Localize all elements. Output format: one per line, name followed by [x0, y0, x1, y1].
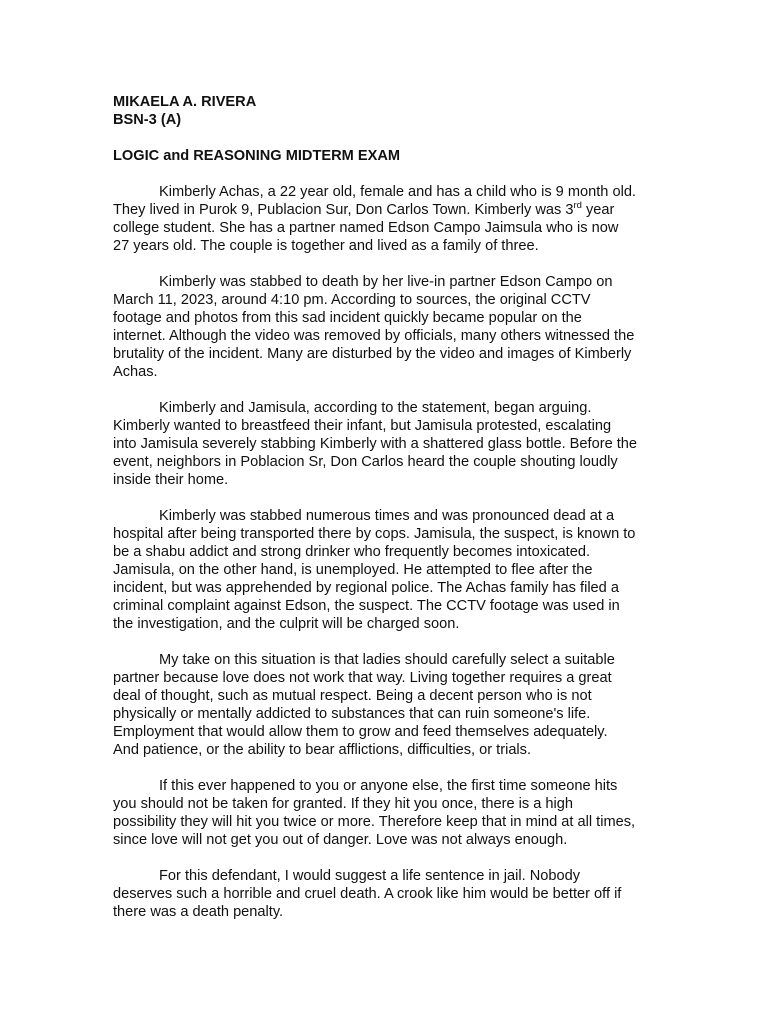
line-text: For this defendant, I would suggest a life sentence in jail. Nobody — [159, 868, 581, 884]
line-text: partner because love does not work that way. Living together requires a great — [113, 670, 612, 686]
line-text: possibility they will hit you twice or more. Therefore keep that in mind at all times, — [113, 814, 636, 830]
line-text: March 11, 2023, around 4:10 pm. According to sources, the original CCTV — [113, 292, 591, 308]
ordinal-superscript: rd — [573, 200, 582, 211]
paragraph-line — [113, 507, 661, 525]
line-text: physically or mentally addicted to substances that can ruin someone's life. — [113, 706, 591, 722]
student-section: BSN-3 (A) — [113, 112, 182, 128]
paragraph-line — [113, 795, 661, 813]
paragraph-line — [113, 669, 661, 687]
paragraph-line — [113, 471, 661, 489]
paragraph-line — [113, 291, 661, 309]
line-text: since love will not get you out of danger. Love was not always enough. — [113, 832, 568, 848]
line-text: inside their home. — [113, 472, 229, 488]
paragraph-line — [113, 813, 661, 831]
paragraph-line — [113, 273, 661, 291]
line-text: Kimberly Achas, a 22 year old, female and has a child who is 9 month old. — [159, 184, 636, 200]
paragraph-line — [113, 183, 661, 201]
paragraph-line — [113, 561, 661, 579]
paragraph-line — [113, 705, 661, 723]
line-text: incident, but was apprehended by regional police. The Achas family has filed a — [113, 580, 619, 596]
line-text: My take on this situation is that ladies should carefully select a suitable — [159, 652, 615, 668]
document-body — [113, 93, 661, 921]
line-text: Kimberly and Jamisula, according to the statement, began arguing. — [159, 400, 592, 416]
paragraph-line — [113, 543, 661, 561]
line-text: criminal complaint against Edson, the suspect. The CCTV footage was used in — [113, 598, 620, 614]
line-text: into Jamisula severely stabbing Kimberly with a shattered glass bottle. Before the — [113, 436, 638, 452]
line-text: deal of thought, such as mutual respect. Being a decent person who is not — [113, 688, 592, 704]
paragraph-line — [113, 867, 661, 885]
paragraph-line — [113, 201, 661, 219]
paragraph-line — [113, 453, 661, 471]
line-text: 27 years old. The couple is together and lived as a family of three. — [113, 238, 539, 254]
line-text: you should not be taken for granted. If they hit you once, there is a high — [113, 796, 574, 812]
paragraph-line — [113, 525, 661, 543]
line-text: Employment that would allow them to grow and feed themselves adequately. — [113, 724, 608, 740]
line-text: be a shabu addict and strong drinker who frequently becomes intoxicated. — [113, 544, 591, 560]
line-text: They lived in Purok 9, Publacion Sur, Don Carlos Town. Kimberly was 3 — [113, 202, 574, 218]
line-text: footage and photos from this sad incident quickly became popular on the — [113, 310, 582, 326]
paragraph-line — [113, 723, 661, 741]
paragraph-line — [113, 903, 661, 921]
paragraph-line — [113, 237, 661, 255]
paragraph-line — [113, 741, 661, 759]
paragraph-line — [113, 597, 661, 615]
essay-body — [113, 183, 661, 921]
line-text: the investigation, and the culprit will be charged soon. — [113, 616, 460, 632]
essay-paragraph — [113, 777, 661, 849]
paragraph-line — [113, 363, 661, 381]
line-text: Jamisula, on the other hand, is unemployed. He attempted to flee after the — [113, 562, 593, 578]
line-text: Kimberly was stabbed to death by her live-in partner Edson Campo on — [159, 274, 613, 290]
paragraph-line — [113, 615, 661, 633]
line-text: If this ever happened to you or anyone else, the first time someone hits — [159, 778, 618, 794]
line-text: internet. Although the video was removed by officials, many others witnessed the — [113, 328, 635, 344]
essay-paragraph — [113, 507, 661, 633]
paragraph-line — [113, 219, 661, 237]
exam-title: LOGIC and REASONING MIDTERM EXAM — [113, 148, 401, 164]
paragraph-line — [113, 831, 661, 849]
line-text: college student. She has a partner named Edson Campo Jaimsula who is now — [113, 220, 619, 236]
paragraph-line — [113, 327, 661, 345]
line-text: Kimberly was stabbed numerous times and was pronounced dead at a — [159, 508, 615, 524]
line-text-continued: year — [581, 202, 615, 218]
paragraph-line — [113, 345, 661, 363]
essay-paragraph — [113, 651, 661, 759]
line-text: Kimberly wanted to breastfeed their infant, but Jamisula protested, escalating — [113, 418, 612, 434]
student-name: MIKAELA A. RIVERA — [113, 94, 257, 110]
essay-paragraph — [113, 183, 661, 255]
paragraph-line — [113, 687, 661, 705]
essay-paragraph — [113, 399, 661, 489]
paragraph-line — [113, 399, 661, 417]
paragraph-line — [113, 435, 661, 453]
paragraph-line — [113, 309, 661, 327]
line-text: deserves such a horrible and cruel death. A crook like him would be better off if — [113, 886, 622, 902]
essay-paragraph — [113, 867, 661, 921]
essay-paragraph — [113, 273, 661, 381]
line-text: there was a death penalty. — [113, 904, 284, 920]
paragraph-line — [113, 417, 661, 435]
line-text: And patience, or the ability to bear afflictions, difficulties, or trials. — [113, 742, 532, 758]
line-text: Achas. — [113, 364, 158, 380]
line-text: event, neighbors in Poblacion Sr, Don Carlos heard the couple shouting loudly — [113, 454, 618, 470]
paragraph-line — [113, 579, 661, 597]
paragraph-line — [113, 651, 661, 669]
paragraph-line — [113, 777, 661, 795]
paragraph-line — [113, 885, 661, 903]
line-text: hospital after being transported there by cops. Jamisula, the suspect, is known to — [113, 526, 636, 542]
line-text: brutality of the incident. Many are disturbed by the video and images of Kimberly — [113, 346, 632, 362]
